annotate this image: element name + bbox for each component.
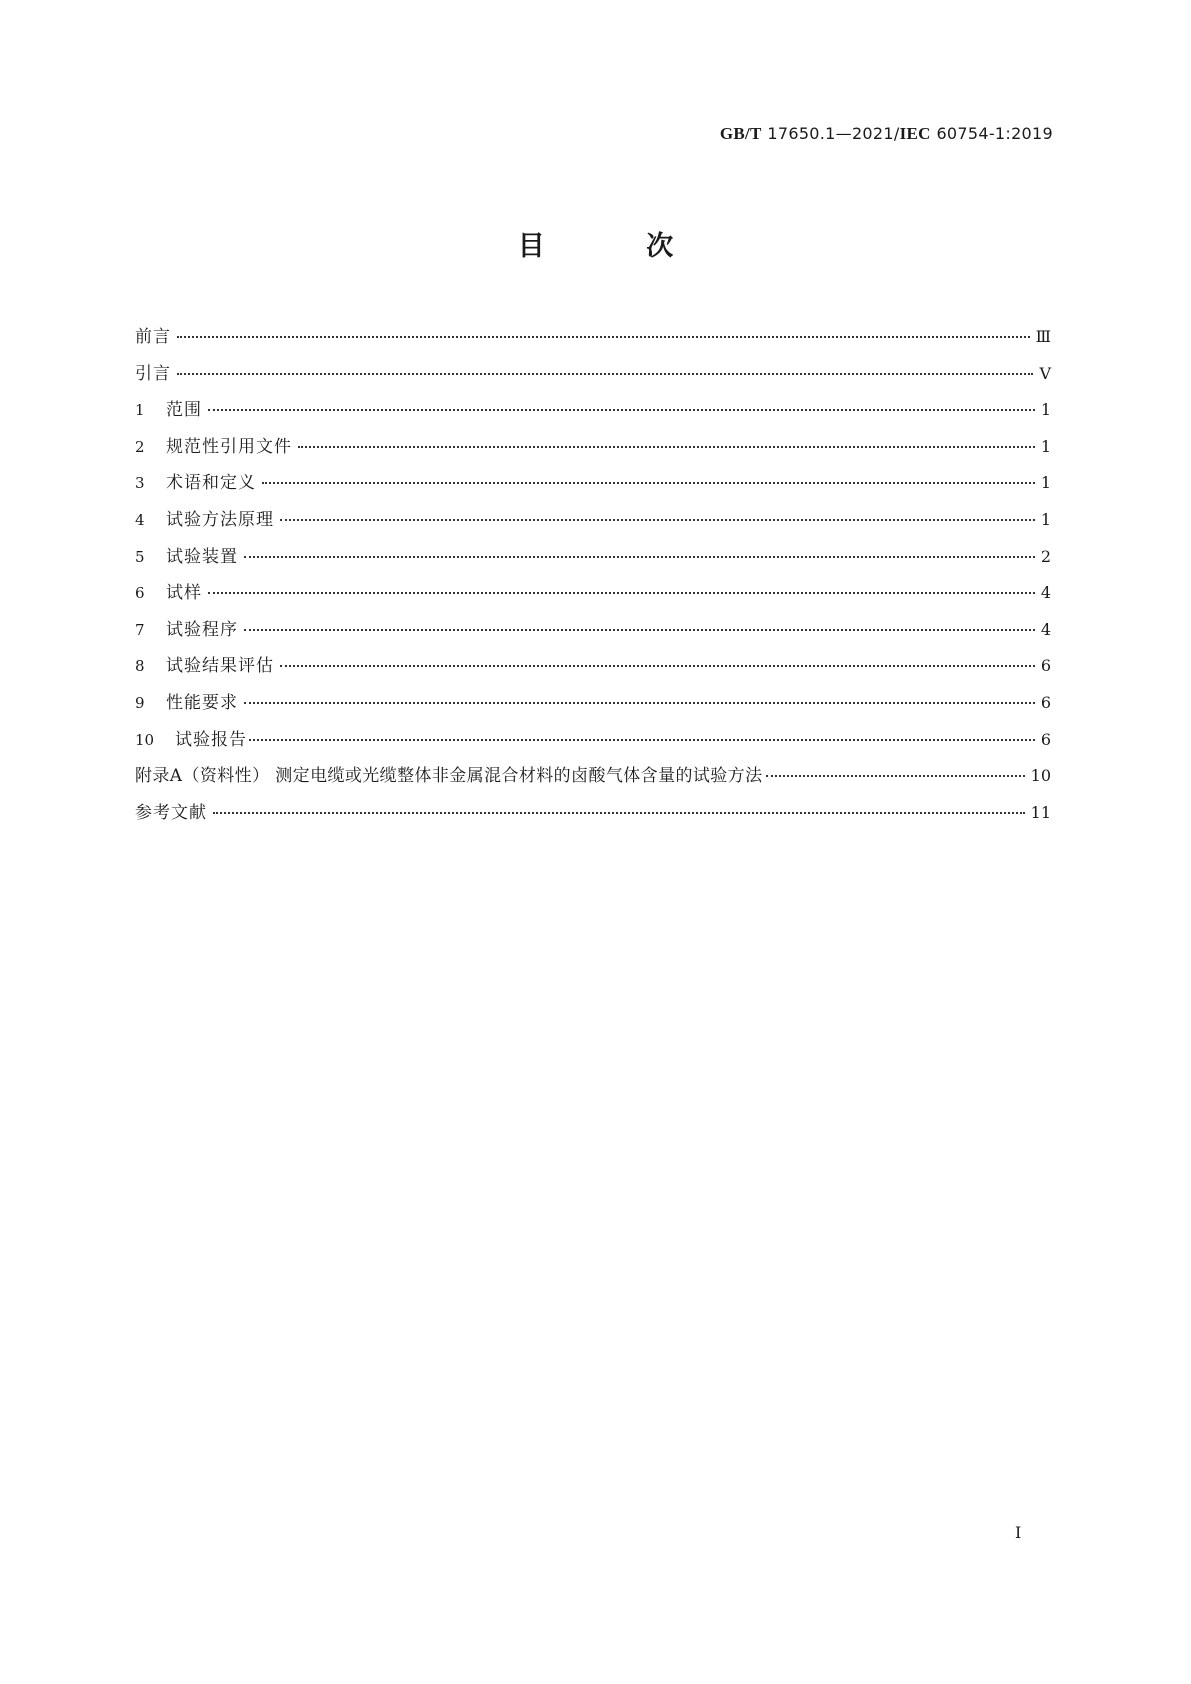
toc-entry-number: 7 <box>135 620 145 639</box>
standard-code <box>720 124 1053 144</box>
toc-entry-page: 1 <box>1040 436 1051 456</box>
toc-entry-number: 2 <box>135 437 145 456</box>
toc-entry-label: 性能要求 <box>166 692 238 713</box>
toc-leader-dots <box>298 446 1035 448</box>
toc-entry-1[interactable] <box>135 400 1051 437</box>
toc-leader-dots <box>280 665 1035 667</box>
toc-leader-dots <box>177 373 1033 375</box>
toc-leader-dots <box>249 739 1035 741</box>
toc-entry-4[interactable] <box>135 510 1051 547</box>
toc-entry-page: 11 <box>1030 802 1051 822</box>
toc-entry-label: 试验程序 <box>166 619 238 640</box>
toc-entry-page: 6 <box>1040 692 1051 712</box>
toc-entry-page: 1 <box>1040 473 1051 493</box>
toc-entry-page: 1 <box>1040 400 1051 420</box>
standard-number: 17650.1—2021/ <box>767 124 900 143</box>
toc-entry-10[interactable] <box>135 730 1051 767</box>
toc-entry-6[interactable] <box>135 583 1051 620</box>
toc-entry-label: 规范性引用文件 <box>166 436 292 457</box>
toc-entry-label: 试验装置 <box>166 546 238 567</box>
toc-entry-9[interactable] <box>135 693 1051 730</box>
toc-entry-label: 范围 <box>166 400 202 421</box>
toc-leader-dots <box>244 556 1035 558</box>
toc-leader-dots <box>766 775 1024 777</box>
toc-entry-introduction[interactable] <box>135 364 1051 401</box>
toc-entry-label: 试验结果评估 <box>166 656 274 677</box>
toc-entry-page: 10 <box>1030 766 1051 786</box>
toc-entry-number: 8 <box>135 657 145 676</box>
toc-entry-number: 3 <box>135 474 145 493</box>
toc-leader-dots <box>244 702 1035 704</box>
toc-entry-foreword[interactable] <box>135 327 1051 364</box>
toc-entry-label: 附录A（资料性） 测定电缆或光缆整体非金属混合材料的卤酸气体含量的试验方法 <box>135 766 763 787</box>
toc-entry-label: 参考文献 <box>135 802 207 823</box>
toc-leader-dots <box>280 519 1035 521</box>
toc-entry-page: 2 <box>1040 546 1051 566</box>
toc-entry-8[interactable] <box>135 656 1051 693</box>
toc-entry-number: 4 <box>135 510 145 529</box>
toc-entry-page: Ⅲ <box>1035 327 1051 346</box>
toc-entry-5[interactable] <box>135 547 1051 584</box>
toc-leader-dots <box>208 592 1035 594</box>
toc-entry-bibliography[interactable] <box>135 803 1051 840</box>
toc-leader-dots <box>262 482 1035 484</box>
toc-entry-label: 引言 <box>135 363 171 384</box>
toc-entry-label: 试样 <box>166 583 202 604</box>
toc-entry-number: 10 <box>135 730 155 749</box>
toc-entry-label: 试验报告 <box>175 729 247 750</box>
toc-entry-page: 6 <box>1040 729 1051 749</box>
toc-entry-label: 前言 <box>135 327 171 347</box>
toc-entry-page: 6 <box>1040 656 1051 676</box>
toc-leader-dots <box>208 409 1035 411</box>
toc-entry-number: 9 <box>135 693 145 712</box>
table-of-contents <box>135 327 1051 839</box>
iec-prefix: IEC <box>899 124 931 143</box>
toc-entry-label: 术语和定义 <box>166 473 256 494</box>
page-number: Ⅰ <box>1015 1523 1022 1542</box>
toc-leader-dots <box>244 629 1035 631</box>
toc-entry-page: 4 <box>1040 619 1051 639</box>
page-title: 目 次 <box>517 231 720 262</box>
toc-entry-2[interactable] <box>135 437 1051 474</box>
toc-leader-dots <box>213 812 1025 814</box>
toc-leader-dots <box>177 336 1030 338</box>
standard-prefix: GB/T <box>719 124 762 143</box>
toc-entry-label: 试验方法原理 <box>166 509 274 530</box>
toc-entry-7[interactable] <box>135 620 1051 657</box>
toc-entry-page: Ⅴ <box>1039 363 1051 383</box>
iec-number: 60754-1:2019 <box>936 124 1053 143</box>
toc-entry-number: 1 <box>135 401 145 420</box>
toc-entry-3[interactable] <box>135 473 1051 510</box>
toc-entry-number: 5 <box>135 547 145 566</box>
toc-entry-number: 6 <box>135 584 145 603</box>
toc-entry-annex-a[interactable] <box>135 766 1051 803</box>
toc-entry-page: 1 <box>1040 509 1051 529</box>
toc-entry-page: 4 <box>1040 583 1051 603</box>
